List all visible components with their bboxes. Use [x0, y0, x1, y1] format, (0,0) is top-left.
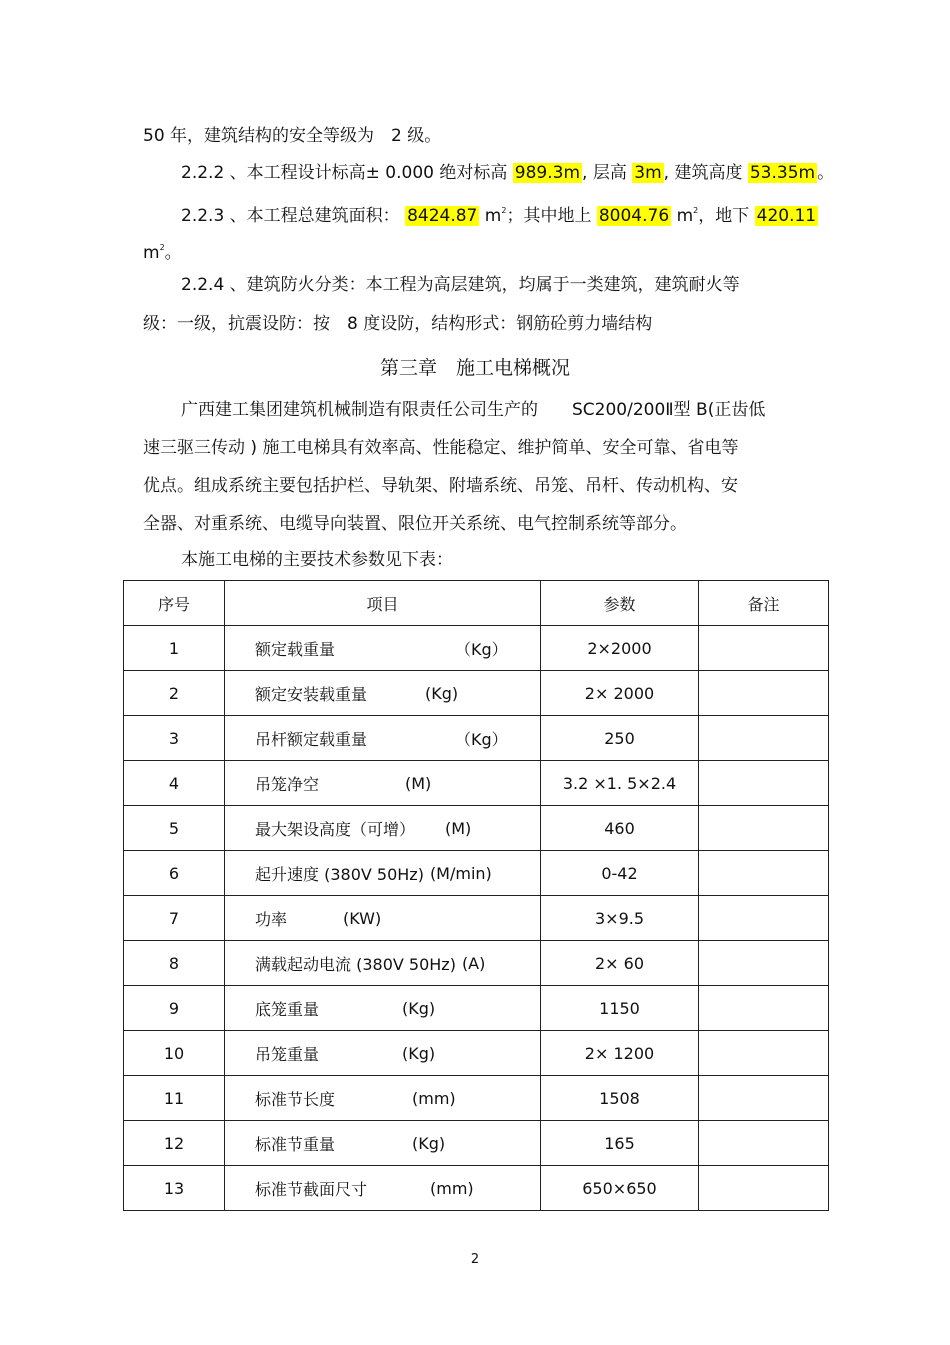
row-note	[699, 671, 829, 716]
row-item	[225, 716, 541, 761]
highlight-above-ground-area: 8004.76	[598, 206, 670, 226]
row-item	[225, 896, 541, 941]
row-item	[225, 1121, 541, 1166]
highlight-absolute-elevation: 989.3m	[514, 163, 581, 183]
row-index: 4	[124, 761, 225, 806]
row-note	[699, 716, 829, 761]
row-parameter: 3×9.5	[541, 896, 699, 941]
row-note	[699, 1166, 829, 1211]
row-parameter: 250	[541, 716, 699, 761]
row-item	[225, 1031, 541, 1076]
row-note	[699, 1121, 829, 1166]
table-row	[124, 761, 829, 806]
row-parameter: 2×2000	[541, 626, 699, 671]
row-parameter: 3.2 ×1. 5×2.4	[541, 761, 699, 806]
paragraph-fire-line2: 级：一级，抗震设防：按 8 度设防，结构形式：钢筋砼剪力墙结构	[143, 314, 653, 334]
row-item-name: 额定安装载重量	[255, 684, 368, 704]
row-item-unit: (mm)	[412, 1088, 456, 1108]
row-item	[225, 626, 541, 671]
row-index: 7	[124, 896, 225, 941]
row-item-unit: (Kg)	[412, 1133, 446, 1153]
row-index: 11	[124, 1076, 225, 1121]
row-item-unit: (KW)	[343, 908, 382, 928]
row-index: 3	[124, 716, 225, 761]
row-item-unit: (Kg)	[402, 1043, 436, 1063]
row-item-name: 功率	[255, 909, 288, 929]
row-index: 8	[124, 941, 225, 986]
table-header-row	[124, 581, 829, 626]
row-note	[699, 986, 829, 1031]
row-item-name: 最大架设高度（可增）	[255, 819, 416, 839]
header-index: 序号	[124, 581, 225, 626]
row-index: 12	[124, 1121, 225, 1166]
row-item-name: 吊笼净空	[255, 774, 320, 794]
row-item	[225, 671, 541, 716]
row-item-unit: (mm)	[430, 1178, 474, 1198]
table-row	[124, 851, 829, 896]
paragraph-area-unit: $m^2$。	[143, 243, 182, 263]
row-item-name: 满载起动电流 (380V 50Hz)	[255, 954, 456, 974]
highlight-building-height: 53.35m	[749, 163, 816, 183]
row-index: 13	[124, 1166, 225, 1211]
highlight-floor-height: 3m	[634, 163, 662, 183]
row-index: 5	[124, 806, 225, 851]
header-item: 项目	[225, 581, 541, 626]
row-item-unit: （Kg）	[455, 729, 508, 749]
highlight-total-area: 8424.87	[407, 206, 478, 226]
row-item-name: 吊笼重量	[255, 1044, 320, 1064]
row-parameter: 650×650	[541, 1166, 699, 1211]
row-note	[699, 941, 829, 986]
table-row	[124, 1031, 829, 1076]
row-item	[225, 806, 541, 851]
row-parameter: 0-42	[541, 851, 699, 896]
row-item	[225, 761, 541, 806]
table-row	[124, 986, 829, 1031]
table-row	[124, 806, 829, 851]
row-item-unit: (A)	[461, 953, 486, 973]
row-parameter: 2× 60	[541, 941, 699, 986]
row-item	[225, 941, 541, 986]
row-parameter: 1150	[541, 986, 699, 1031]
row-index: 9	[124, 986, 225, 1031]
row-item-name: 标准节长度	[255, 1089, 336, 1109]
row-item-unit: (Kg)	[402, 998, 436, 1018]
paragraph-fire-line1: 2.2.4 、建筑防火分类：本工程为高层建筑，均属于一类建筑，建筑耐火等	[181, 275, 740, 295]
row-item-unit: (M/min)	[429, 863, 492, 883]
paragraph-elevator-line1: 广西建工集团建筑机械制造有限责任公司生产的 SC200/200Ⅱ型 B(正齿低	[181, 400, 766, 420]
row-item	[225, 851, 541, 896]
row-index: 6	[124, 851, 225, 896]
row-item	[225, 1076, 541, 1121]
table-row	[124, 896, 829, 941]
row-note	[699, 626, 829, 671]
row-note	[699, 896, 829, 941]
paragraph-area: 2.2.3 、本工程总建筑面积： 8424.87 $m^2$；其中地上 8004.76 $m^2$，地下 420.11	[181, 206, 817, 226]
row-index: 2	[124, 671, 225, 716]
paragraph-elevator-line2: 速三驱三传动 ) 施工电梯具有效率高、性能稳定、维护简单、安全可靠、省电等	[143, 438, 739, 458]
technical-parameters-table	[123, 580, 829, 1211]
paragraph-elevator-line3: 优点。组成系统主要包括护栏、导轨架、附墙系统、吊笼、吊杆、传动机构、安	[143, 476, 738, 496]
row-item-name: 标准节截面尺寸	[255, 1179, 368, 1199]
row-index: 10	[124, 1031, 225, 1076]
chapter-heading: 第三章 施工电梯概况	[379, 357, 570, 379]
row-note	[699, 761, 829, 806]
paragraph-elevator-line4: 全器、对重系统、电缆导向装置、限位开关系统、电气控制系统等部分。	[143, 514, 687, 534]
table-row	[124, 716, 829, 761]
row-note	[699, 1031, 829, 1076]
table-row	[124, 941, 829, 986]
row-item-name: 吊杆额定载重量	[255, 729, 368, 749]
row-item-unit: (M)	[405, 773, 432, 793]
row-parameter: 460	[541, 806, 699, 851]
table-row	[124, 671, 829, 716]
row-item-name: 底笼重量	[255, 999, 320, 1019]
row-parameter: 1508	[541, 1076, 699, 1121]
row-item	[225, 1166, 541, 1211]
row-note	[699, 851, 829, 896]
row-item	[225, 986, 541, 1031]
row-note	[699, 806, 829, 851]
row-item-unit: (M)	[445, 818, 472, 838]
paragraph-structure-safety: 50 年，建筑结构的安全等级为 2 级。	[143, 126, 442, 146]
table-row	[124, 626, 829, 671]
paragraph-elevation: 2.2.2 、本工程设计标高± 0.000 绝对标高 989.3m , 层高 3m , 建筑高度 53.35m 。	[181, 163, 835, 183]
row-parameter: 2× 2000	[541, 671, 699, 716]
row-parameter: 2× 1200	[541, 1031, 699, 1076]
row-item-name: 标准节重量	[255, 1134, 336, 1154]
row-item-name: 起升速度 (380V 50Hz)	[255, 864, 424, 884]
table-row	[124, 1166, 829, 1211]
row-note	[699, 1076, 829, 1121]
header-parameter: 参数	[541, 581, 699, 626]
header-note: 备注	[699, 581, 829, 626]
row-parameter: 165	[541, 1121, 699, 1166]
row-item-name: 额定载重量	[255, 639, 336, 659]
table-row	[124, 1121, 829, 1166]
row-item-unit: (Kg)	[425, 683, 459, 703]
page-number: 2	[470, 1252, 480, 1267]
highlight-underground-area: 420.11	[756, 206, 817, 226]
row-item-unit: （Kg）	[455, 639, 508, 659]
table-row	[124, 1076, 829, 1121]
paragraph-table-intro: 本施工电梯的主要技术参数见下表：	[181, 550, 453, 570]
row-index: 1	[124, 626, 225, 671]
